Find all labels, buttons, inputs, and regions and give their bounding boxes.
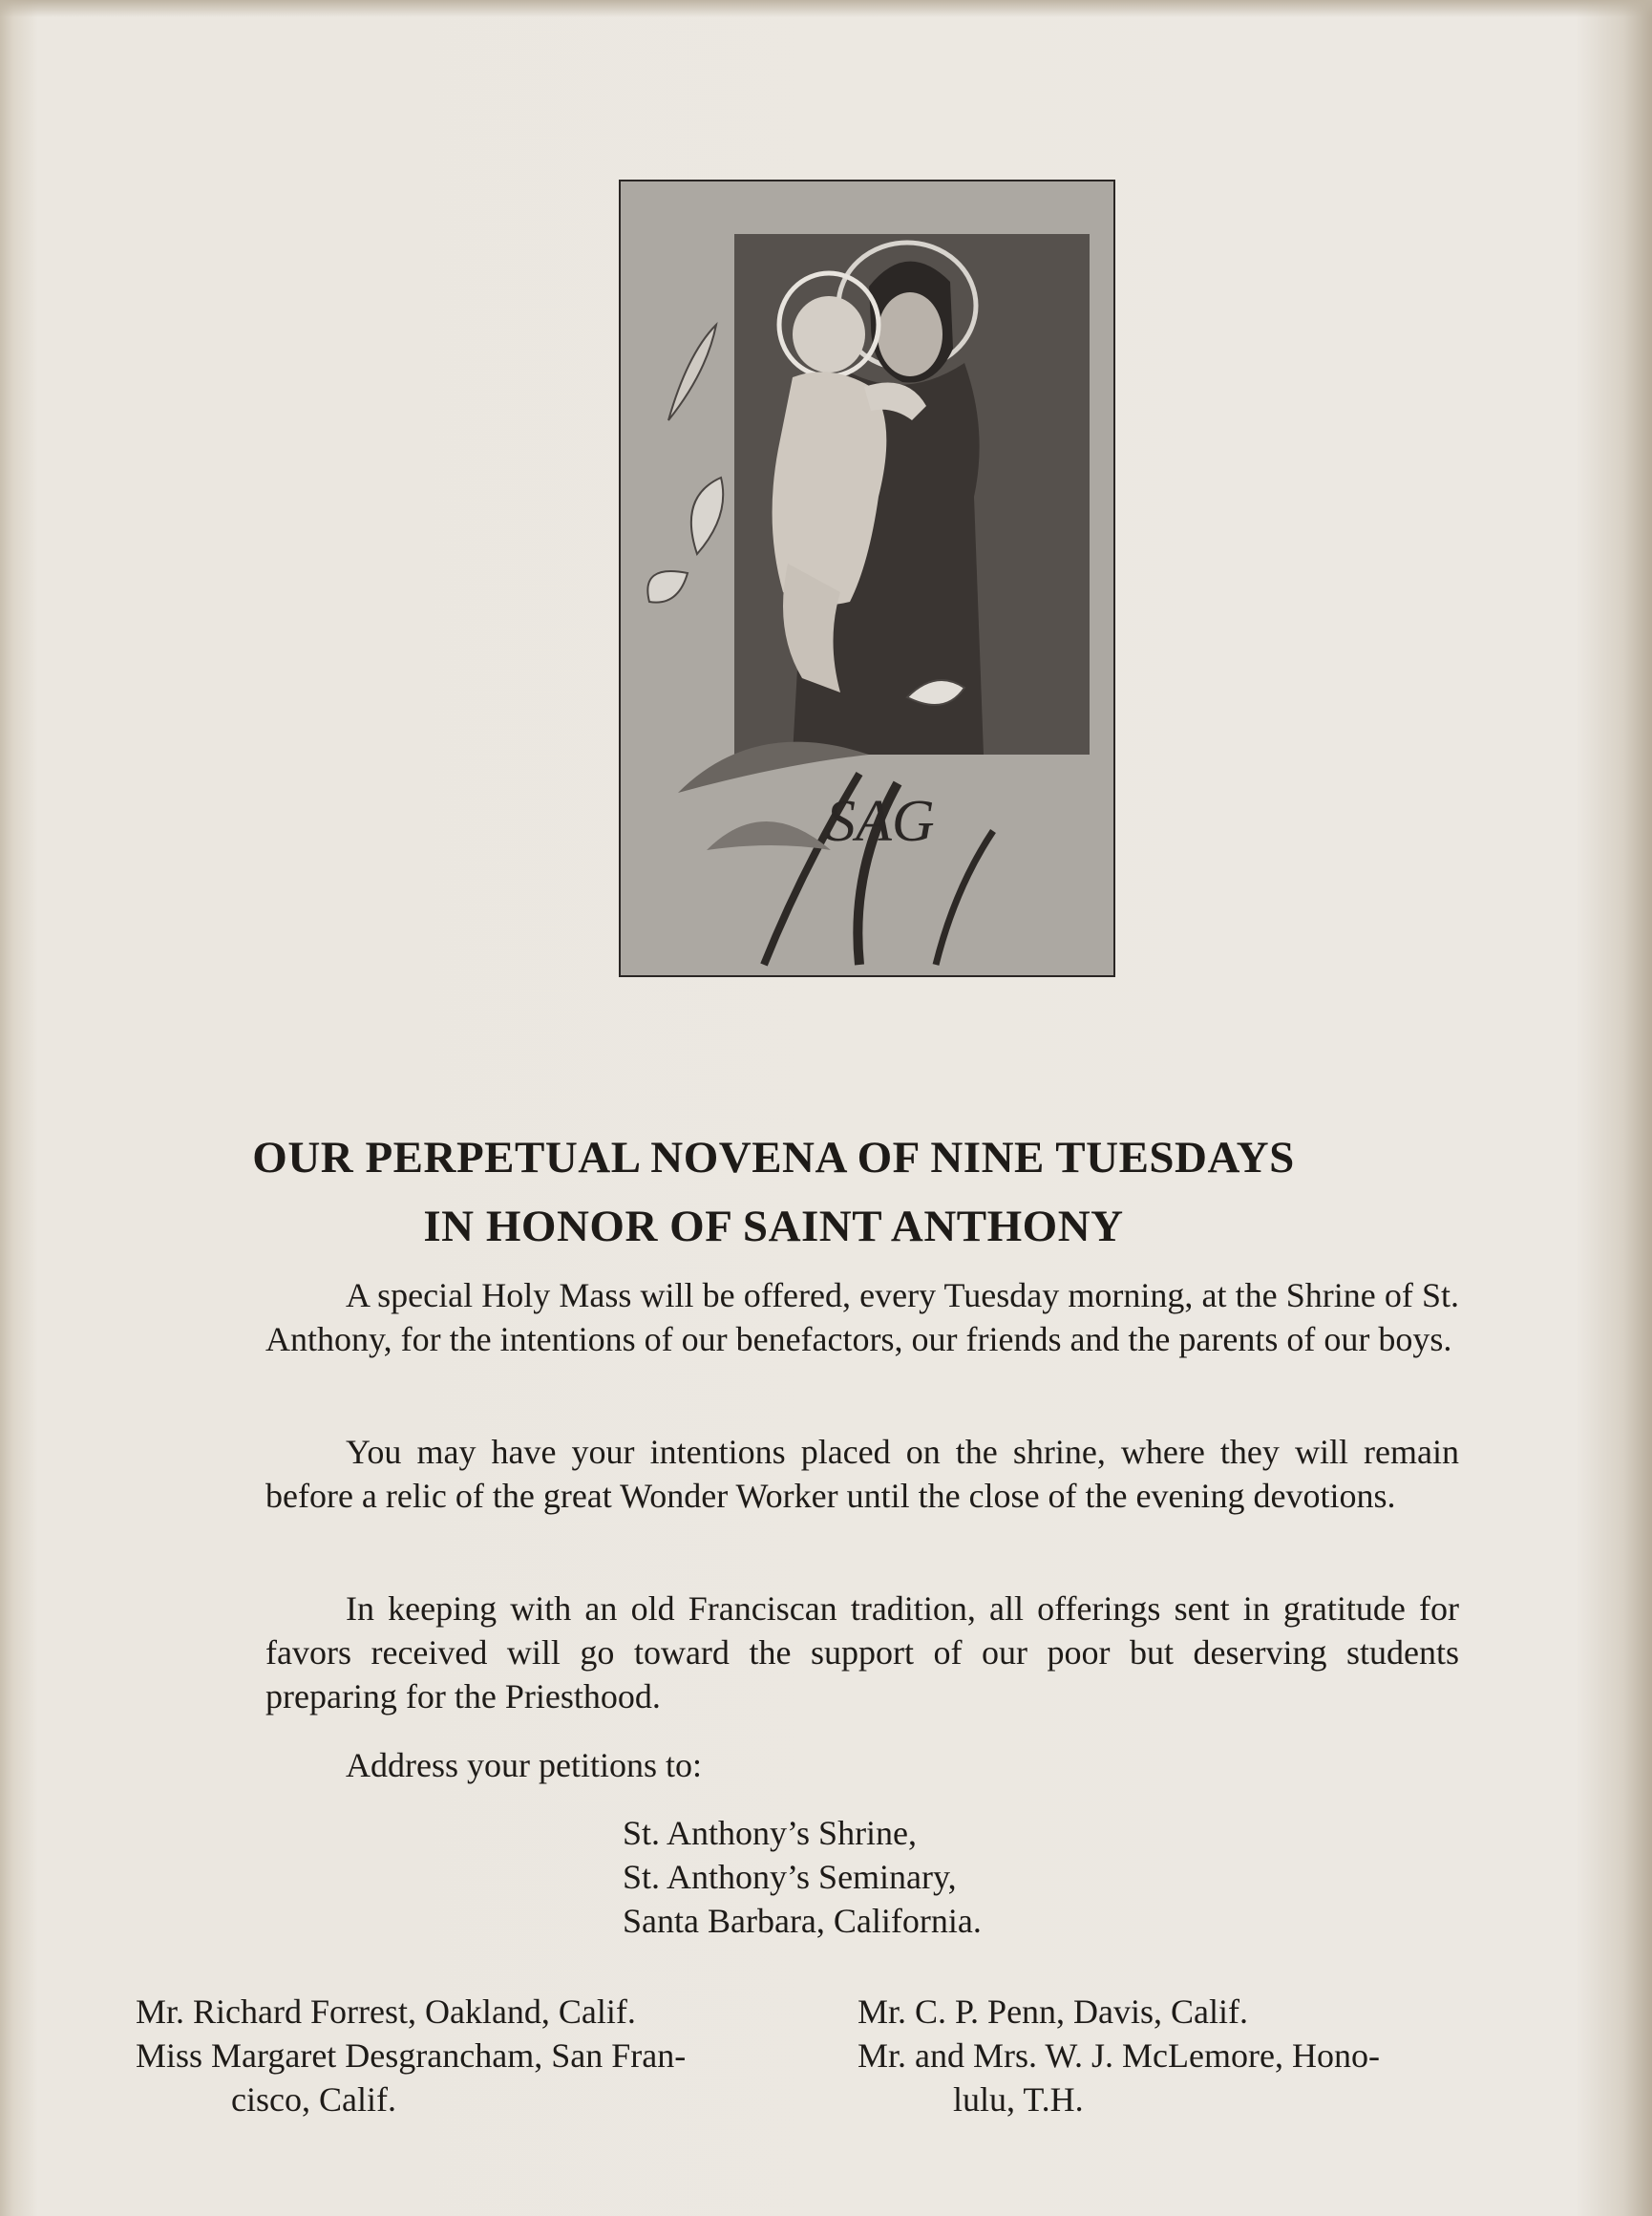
donor-line-continued: cisco, Calif. — [231, 2080, 396, 2119]
holy-card-image — [619, 180, 1115, 977]
monogram-text: SAG — [826, 789, 935, 854]
address-line-2: St. Anthony’s Seminary, — [623, 1858, 957, 1896]
donor-entry — [858, 1990, 1583, 2034]
paragraph-text: You may have your intentions placed on the shrine, where they will remain before a relic of the great Wonder Worker until the close of the evening devotions. — [265, 1433, 1459, 1515]
page-top-shadow — [0, 0, 1652, 17]
donor-line: Mr. Richard Forrest, Oakland, Calif. — [136, 1992, 636, 2031]
donor-line-continued: lulu, T.H. — [953, 2080, 1084, 2119]
paragraph-text: A special Holy Mass will be offered, every Tuesday morning, at the Shrine of St. Anthony, for the intentions of our benefactors, our friends and the parents of our boys. — [265, 1276, 1459, 1358]
saint-face — [878, 292, 942, 376]
donor-entry — [858, 2034, 1583, 2121]
paragraph-offerings — [265, 1587, 1459, 1718]
heading-line-1: OUR PERPETUAL NOVENA OF NINE TUESDAYS — [252, 1133, 1295, 1183]
donor-entry — [136, 1990, 852, 2034]
donor-entry — [136, 2034, 852, 2121]
child-face — [793, 296, 865, 373]
donor-line: Mr. C. P. Penn, Davis, Calif. — [858, 1992, 1249, 2031]
paragraph-text: In keeping with an old Franciscan tradition, all offerings sent in gratitude for favors received will go toward the support of our poor but deserving students preparing for the Priesthood. — [265, 1589, 1459, 1715]
address-intro: Address your petitions to: — [346, 1746, 702, 1784]
donor-line: Mr. and Mrs. W. J. McLemore, Hono- — [858, 2036, 1380, 2075]
address-line-1: St. Anthony’s Shrine, — [623, 1814, 918, 1852]
address-line-3: Santa Barbara, California. — [623, 1902, 982, 1940]
paragraph-intentions — [265, 1430, 1459, 1518]
donor-line: Miss Margaret Desgrancham, San Fran- — [136, 2036, 687, 2075]
paragraph-mass — [265, 1273, 1459, 1361]
heading-line-2: IN HONOR OF SAINT ANTHONY — [423, 1202, 1124, 1251]
saint-anthony-illustration — [621, 181, 1113, 975]
